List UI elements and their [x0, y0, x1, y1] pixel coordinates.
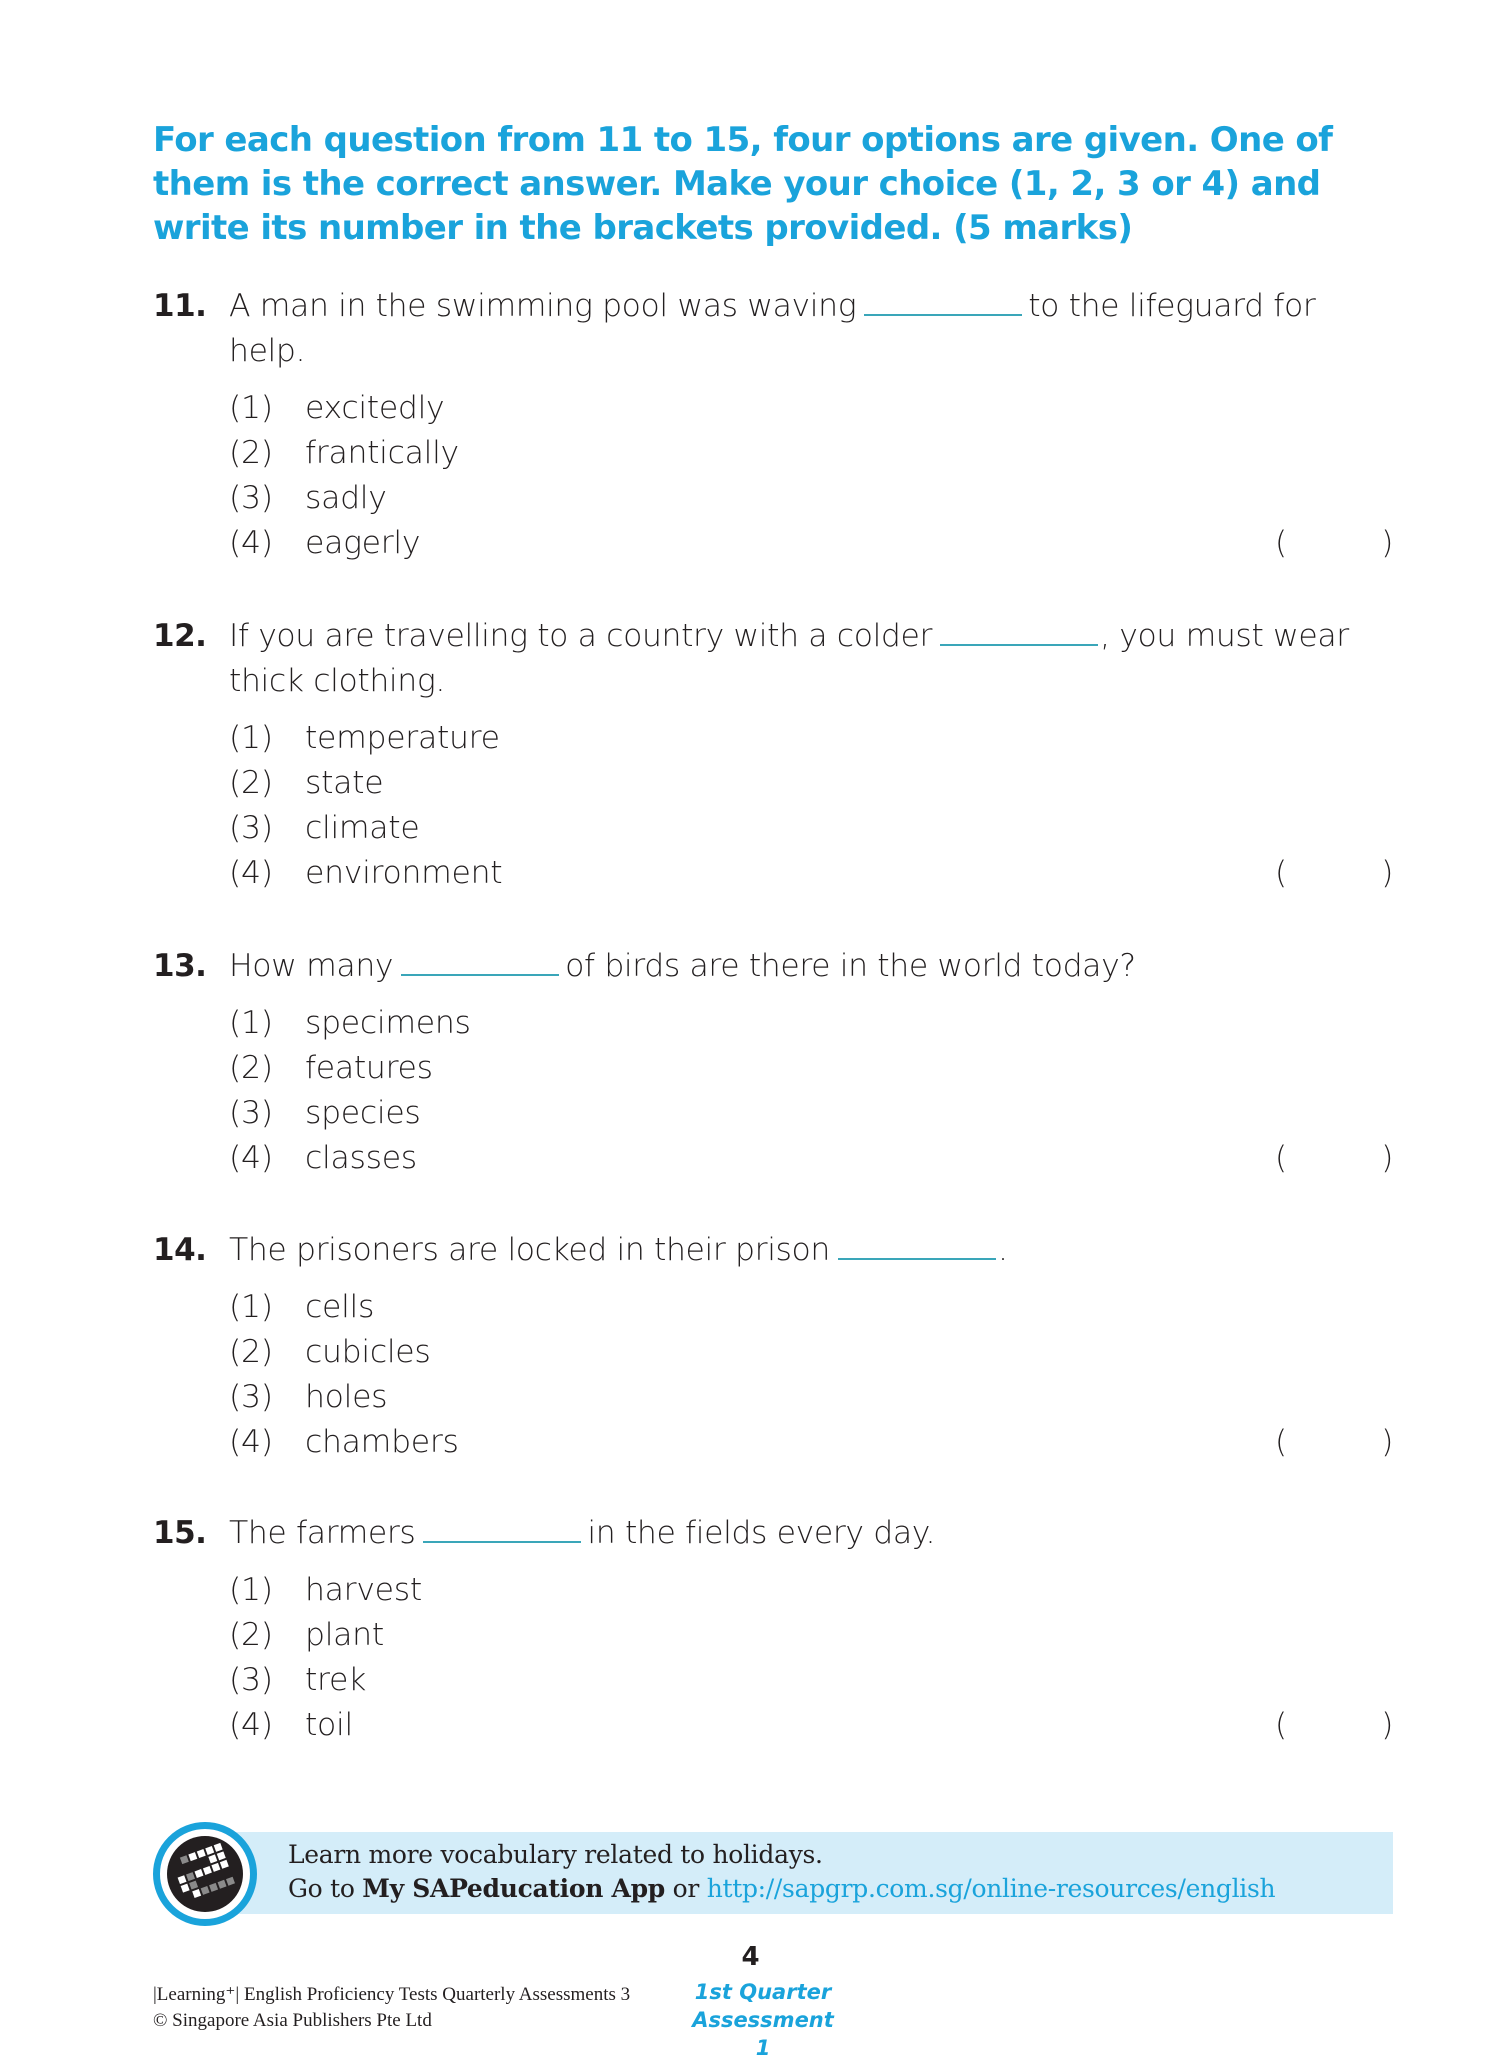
question-number: 11.: [153, 288, 207, 324]
stem-before: The farmers: [229, 1515, 416, 1551]
answer-blank: [940, 616, 1098, 646]
instructions-heading: For each question from 11 to 15, four options are given. One of them is the correct answer. Make your choice (1, 2, 3 or 4) and write its number in the brackets provided. (5 marks): [153, 120, 1333, 248]
option-3: [229, 1375, 1393, 1420]
banner-line-2: [288, 1872, 1275, 1906]
answer-blank: [423, 1513, 581, 1543]
option-3: [229, 476, 1393, 521]
option-number: (2): [229, 765, 273, 801]
option-text: climate: [305, 810, 420, 846]
bracket-open: (: [1275, 1424, 1287, 1460]
question-number: 14.: [153, 1232, 207, 1268]
option-4: [229, 521, 1393, 566]
stem-after: .: [998, 1232, 1008, 1268]
option-number: (1): [229, 1005, 273, 1041]
question-stem: [153, 1511, 1393, 1556]
option-text: toil: [305, 1707, 353, 1743]
option-text: harvest: [305, 1572, 422, 1608]
series-title: |Learning⁺| English Proficiency Tests Quarterly Assessments 3: [153, 1984, 631, 2005]
question-stem: [153, 614, 1393, 704]
option-number: (2): [229, 435, 273, 471]
option-2: [229, 431, 1393, 476]
answer-bracket[interactable]: [1275, 1420, 1393, 1465]
option-3: [229, 1091, 1393, 1136]
stem-before: How many: [229, 948, 394, 984]
answer-blank: [838, 1230, 996, 1260]
option-text: temperature: [305, 720, 500, 756]
assessment-number: Assessment 1: [692, 2008, 834, 2060]
option-2: [229, 1613, 1393, 1658]
option-number: (1): [229, 1289, 273, 1325]
option-text: sadly: [305, 480, 387, 516]
resource-banner: [153, 1822, 1393, 1934]
options-list: [153, 1285, 1393, 1465]
question-number: 13.: [153, 948, 207, 984]
question-number: 15.: [153, 1515, 207, 1551]
option-2: [229, 761, 1393, 806]
option-text: environment: [305, 855, 503, 891]
option-number: (2): [229, 1334, 273, 1370]
stem-after: to the lifeguard for help.: [229, 288, 1316, 369]
option-text: species: [305, 1095, 421, 1131]
option-text: excitedly: [305, 390, 445, 426]
bracket-close: ): [1381, 1707, 1393, 1743]
question-stem: [153, 944, 1393, 989]
option-number: (4): [229, 855, 273, 891]
option-text: eagerly: [305, 525, 421, 561]
option-number: (2): [229, 1050, 273, 1086]
answer-blank: [401, 946, 559, 976]
option-text: plant: [305, 1617, 384, 1653]
question-11: [153, 284, 1393, 566]
option-1: [229, 1568, 1393, 1613]
bracket-open: (: [1275, 855, 1287, 891]
option-text: frantically: [305, 435, 459, 471]
option-1: [229, 386, 1393, 431]
question-stem: [153, 284, 1393, 374]
option-3: [229, 806, 1393, 851]
option-text: trek: [305, 1662, 367, 1698]
question-stem: [153, 1228, 1393, 1273]
banner-or: or: [672, 1874, 700, 1903]
option-text: cells: [305, 1289, 375, 1325]
option-text: cubicles: [305, 1334, 431, 1370]
question-number: 12.: [153, 618, 207, 654]
option-number: (4): [229, 1424, 273, 1460]
question-15: [153, 1511, 1393, 1748]
answer-blank: [864, 286, 1022, 316]
options-list: [153, 1568, 1393, 1748]
stem-before: If you are travelling to a country with a colder: [229, 618, 933, 654]
stem-after: of birds are there in the world today?: [565, 948, 1136, 984]
option-number: (3): [229, 810, 273, 846]
option-number: (4): [229, 1707, 273, 1743]
bracket-open: (: [1275, 1707, 1287, 1743]
answer-bracket[interactable]: [1275, 1136, 1393, 1181]
option-number: (4): [229, 1140, 273, 1176]
bracket-close: ): [1381, 1424, 1393, 1460]
option-number: (1): [229, 720, 273, 756]
option-2: [229, 1330, 1393, 1375]
option-text: specimens: [305, 1005, 471, 1041]
banner-text: [288, 1838, 1275, 1906]
option-text: classes: [305, 1140, 417, 1176]
assessment-label: [683, 1978, 843, 2062]
bracket-open: (: [1275, 1140, 1287, 1176]
option-text: holes: [305, 1379, 388, 1415]
stem-before: A man in the swimming pool was waving: [229, 288, 857, 324]
option-text: state: [305, 765, 384, 801]
assessment-quarter: 1st Quarter: [694, 1980, 832, 2004]
answer-bracket[interactable]: [1275, 1703, 1393, 1748]
crossword-icon: [153, 1822, 257, 1926]
option-4: [229, 1136, 1393, 1181]
option-2: [229, 1046, 1393, 1091]
option-1: [229, 716, 1393, 761]
option-number: (1): [229, 390, 273, 426]
stem-before: The prisoners are locked in their prison: [229, 1232, 830, 1268]
footer-publication: [153, 1982, 630, 2034]
option-text: chambers: [305, 1424, 459, 1460]
bracket-close: ): [1381, 855, 1393, 891]
stem-after: in the fields every day.: [587, 1515, 936, 1551]
bracket-close: ): [1381, 1140, 1393, 1176]
option-1: [229, 1285, 1393, 1330]
option-number: (3): [229, 1662, 273, 1698]
option-4: [229, 851, 1393, 896]
bracket-open: (: [1275, 525, 1287, 561]
option-3: [229, 1658, 1393, 1703]
resource-link[interactable]: http://sapgrp.com.sg/online-resources/english: [706, 1874, 1276, 1903]
option-number: (1): [229, 1572, 273, 1608]
stem-after: , you must wear thick clothing.: [229, 618, 1349, 699]
banner-line-1: Learn more vocabulary related to holidays.: [288, 1840, 823, 1869]
app-name: My SAPeducation App: [362, 1874, 665, 1903]
option-number: (3): [229, 1095, 273, 1131]
question-14: [153, 1228, 1393, 1465]
banner-go-to: Go to: [288, 1874, 355, 1903]
options-list: [153, 1001, 1393, 1181]
options-list: [153, 716, 1393, 896]
option-number: (3): [229, 480, 273, 516]
options-list: [153, 386, 1393, 566]
option-number: (2): [229, 1617, 273, 1653]
bracket-close: ): [1381, 525, 1393, 561]
page-number: 4: [741, 1942, 760, 1972]
copyright: © Singapore Asia Publishers Pte Ltd: [153, 2010, 432, 2031]
option-4: [229, 1703, 1393, 1748]
question-12: [153, 614, 1393, 896]
option-4: [229, 1420, 1393, 1465]
answer-bracket[interactable]: [1275, 851, 1393, 896]
option-number: (3): [229, 1379, 273, 1415]
option-number: (4): [229, 525, 273, 561]
answer-bracket[interactable]: [1275, 521, 1393, 566]
option-1: [229, 1001, 1393, 1046]
option-text: features: [305, 1050, 433, 1086]
question-13: [153, 944, 1393, 1181]
